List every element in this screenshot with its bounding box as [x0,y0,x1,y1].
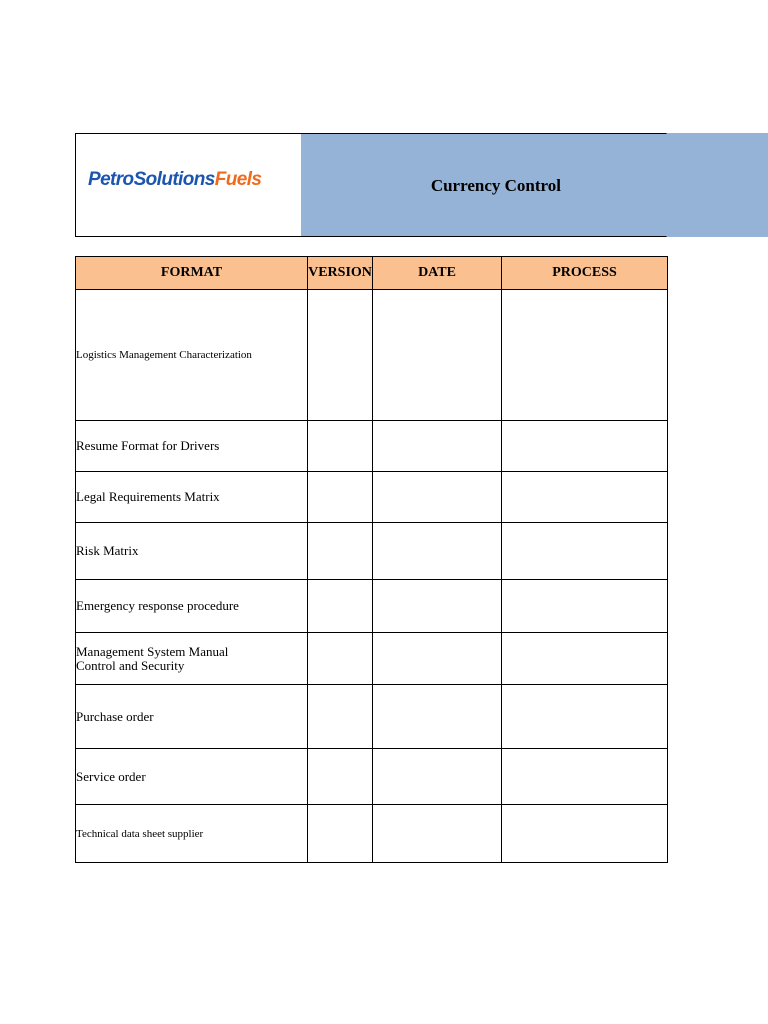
date-cell [373,421,502,472]
process-cell [502,749,668,805]
process-cell [502,805,668,863]
table-row [76,472,668,523]
date-cell [373,633,502,685]
table-row [76,290,668,421]
date-cell [373,805,502,863]
process-cell [502,633,668,685]
logo-text-secondary: Fuels [214,169,262,190]
date-cell [373,290,502,421]
process-cell [502,580,668,633]
format-cell: Technical data sheet supplier [76,805,308,863]
version-cell [308,290,373,421]
table-header-row [76,257,668,290]
table-row [76,523,668,580]
format-cell: Risk Matrix [76,523,308,580]
date-cell [373,580,502,633]
process-cell [502,472,668,523]
company-logo [88,169,261,191]
version-cell [308,685,373,749]
process-cell [502,421,668,472]
version-cell [308,805,373,863]
process-cell [502,523,668,580]
date-cell [373,523,502,580]
version-cell [308,523,373,580]
version-cell [308,580,373,633]
format-cell: Logistics Management Characterization [76,290,308,421]
table-row [76,749,668,805]
column-header-process: PROCESS [502,257,668,290]
column-header-version-label: VERSION [308,265,372,280]
table-row [76,421,668,472]
currency-control-table [75,256,668,863]
date-cell [373,685,502,749]
column-header-format: FORMAT [76,257,308,290]
version-cell [308,421,373,472]
table-row [76,580,668,633]
date-cell [373,749,502,805]
version-cell [308,472,373,523]
process-cell [502,685,668,749]
table-row [76,633,668,685]
process-cell [502,290,668,421]
logo-text-primary: PetroSolutions [88,169,215,190]
format-cell: Management System Manual Control and Security [76,633,308,685]
format-cell: Purchase order [76,685,308,749]
document-title: Currency Control [430,176,561,195]
format-cell: Service order [76,749,308,805]
table-row [76,685,668,749]
logo-cell [75,133,302,237]
format-cell: Resume Format for Drivers [76,421,308,472]
format-cell: Legal Requirements Matrix [76,472,308,523]
version-cell [308,633,373,685]
column-header-date: DATE [373,257,502,290]
version-cell [308,749,373,805]
date-cell [373,472,502,523]
column-header-version [308,257,373,290]
table-row [76,805,668,863]
title-cell [301,133,667,237]
format-cell: Emergency response procedure [76,580,308,633]
document-header [75,133,768,237]
